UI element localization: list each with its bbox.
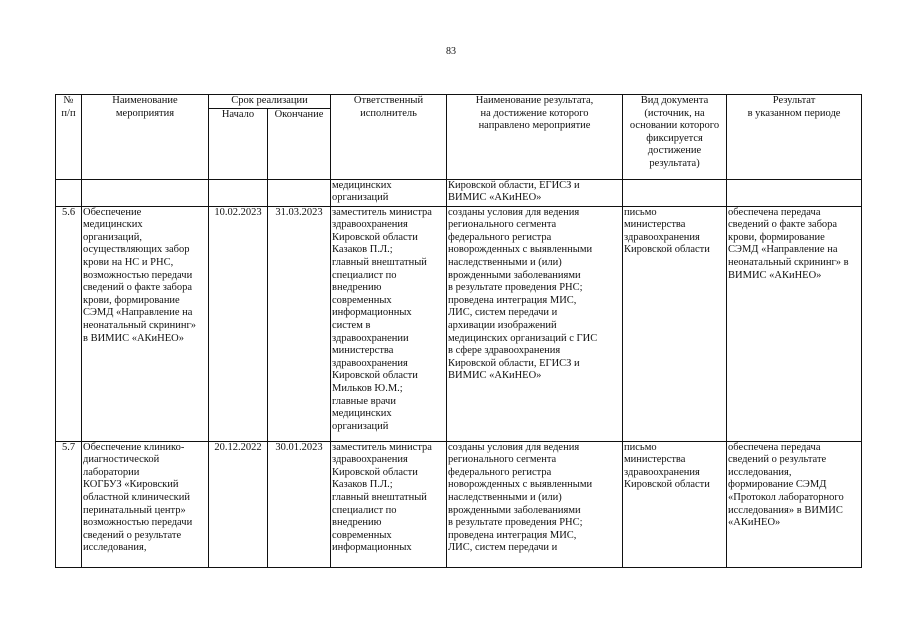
activities-table [55,94,862,568]
cell-responsible: заместитель министра здравоохранения Кировской области Казаков П.Л.; главный внештатный специалист по внедрению современных информационных [331,441,447,567]
cell-num: 5.7 [56,441,82,567]
table-header-row [56,95,862,109]
cell-end [268,179,331,206]
cell-responsible: медицинских организаций [331,179,447,206]
cell-end: 30.01.2023 [268,441,331,567]
header-end: Окончание [268,108,331,179]
cell-result-period: обеспечена передача сведений о результате исследования, формирование СЭМД «Протокол лабораторного исследования» в ВИМИС «АКиНЕО» [727,441,862,567]
cell-start: 20.12.2022 [209,441,268,567]
table-row [56,441,862,567]
table-row-continuation [56,179,862,206]
cell-doc-type: письмо министерства здравоохранения Кировской области [623,206,727,441]
header-result-name: Наименование результата, на достижение которого направлено мероприятие [447,95,623,180]
cell-num [56,179,82,206]
cell-start: 10.02.2023 [209,206,268,441]
cell-start [209,179,268,206]
cell-result-name: созданы условия для ведения регионального сегмента федерального регистра новорожденных с выявленными наследственными и (или) врожденными заболеваниями в результате проведения РНС; проведена интеграция МИС, ЛИС, систем передачи и архивации изображений медицинских организаций с ГИС в сфере здравоохранения Кировской области, ЕГИСЗ и ВИМИС «АКиНЕО» [447,206,623,441]
cell-result-period [727,179,862,206]
cell-name [82,179,209,206]
table-row [56,206,862,441]
header-responsible: Ответственный исполнитель [331,95,447,180]
header-start: Начало [209,108,268,179]
cell-num: 5.6 [56,206,82,441]
cell-doc-type: письмо министерства здравоохранения Кировской области [623,441,727,567]
cell-name: Обеспечение медицинских организаций, осуществляющих забор крови на НС и РНС, возможностью передачи сведений о факте забора крови, формирование СЭМД «Направление на неонатальный скрининг» в ВИМИС «АКиНЕО» [82,206,209,441]
header-num: № п/п [56,95,82,180]
cell-doc-type [623,179,727,206]
header-name: Наименование мероприятия [82,95,209,180]
cell-result-name: созданы условия для ведения регионального сегмента федерального регистра новорожденных с выявленными наследственными и (или) врожденными заболеваниями в результате проведения РНС; проведена интеграция МИС, ЛИС, систем передачи и [447,441,623,567]
cell-end: 31.03.2023 [268,206,331,441]
header-period: Срок реализации [209,95,331,109]
page-number: 83 [446,46,456,57]
cell-responsible: заместитель министра здравоохранения Кировской области Казаков П.Л.; главный внештатный специалист по внедрению современных информационных систем в здравоохранении министерства здравоохранения Кировской области Мильков Ю.М.; главные врачи медицинских организаций [331,206,447,441]
cell-name: Обеспечение клинико- диагностической лаборатории КОГБУЗ «Кировский областной клинический перинатальный центр» возможностью передачи сведений о результате исследования, [82,441,209,567]
cell-result-name: Кировской области, ЕГИСЗ и ВИМИС «АКиНЕО» [447,179,623,206]
header-doc-type: Вид документа (источник, на основании которого фиксируется достижение результата) [623,95,727,180]
header-result-period: Результат в указанном периоде [727,95,862,180]
cell-result-period: обеспечена передача сведений о факте забора крови, формирование СЭМД «Направление на неонатальный скрининг» в ВИМИС «АКиНЕО» [727,206,862,441]
